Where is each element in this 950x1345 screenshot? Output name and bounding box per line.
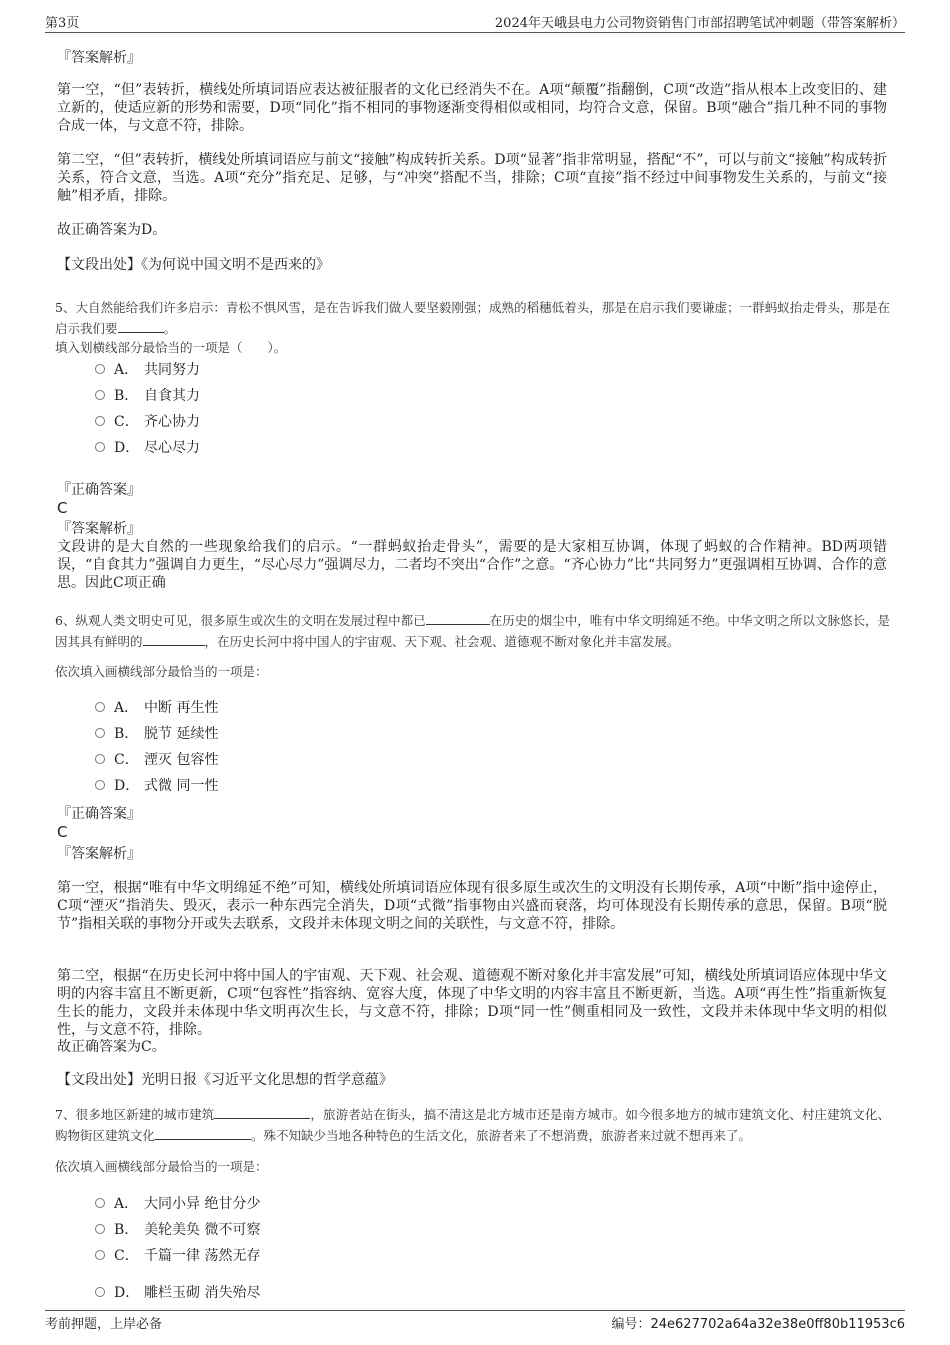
q6-answer-label: 『正确答案』 (57, 806, 141, 822)
id-value: 24e627702a64a32e38e0ff80b11953c6 (650, 1317, 905, 1332)
option-text: 脱节 延续性 (144, 726, 219, 742)
radio-icon[interactable] (95, 702, 105, 712)
q6-question (55, 610, 890, 652)
radio-icon[interactable] (95, 728, 105, 738)
option-letter: D． (114, 440, 140, 456)
q7-text-3: 。殊不知缺少当地各种特色的生活文化，旅游者来了不想消费，旅游者来过就不想再来了。 (251, 1128, 752, 1143)
radio-icon[interactable] (95, 1287, 105, 1297)
q5-blank (118, 318, 164, 333)
q7-option-b[interactable] (95, 1220, 260, 1240)
option-text: 千篇一律 荡然无存 (144, 1248, 261, 1264)
radio-icon[interactable] (95, 364, 105, 374)
option-letter: D． (114, 1285, 140, 1301)
q6-answer: C (57, 823, 68, 841)
q6-analysis-p2: 第二空，根据“在历史长河中将中国人的宇宙观、天下观、社会观、道德观不断对象化并丰富发展”可知，横线处所填词语应体现中华文明的内容丰富且不断更新，C项“包容性”指容纳、宽容大度，体现了中华文明的内容丰富且不断更新，当选。A项“再生性”指重新恢复生长的能力，文段并未体现中华文明再次生长，与文意不符，排除；D项“同一性”侧重相同及一致性，文段并未体现中华文明的相似性，与文意不符，排除。 (57, 968, 887, 1038)
option-letter: A． (114, 362, 139, 378)
q5-option-b[interactable] (95, 386, 200, 406)
document-id (611, 1313, 905, 1332)
q7-blank-2 (155, 1125, 251, 1140)
option-text: 雕栏玉砌 消失殆尽 (144, 1285, 261, 1301)
q6-option-a[interactable] (95, 698, 218, 718)
option-text: 美轮美奂 微不可察 (144, 1222, 261, 1238)
q6-source: 【文段出处】光明日报《习近平文化思想的哲学意蕴》 (57, 1072, 393, 1088)
id-label: 编号： (611, 1317, 651, 1332)
q6-analysis-p1: 第一空，根据“唯有中华文明绵延不绝”可知，横线处所填词语应体现有很多原生或次生的文明没有长期传承，A项“中断”指中途停止，C项“湮灭”指消失、毁灭，表示一种东西完全消失，D项“式微”指事物由兴盛而衰落，均可体现没有长期传承的意思，保留。B项“脱节”指相关联的事物分开或失去联系，文段并未体现文明之间的关联性，与文意不符，排除。 (57, 880, 887, 932)
q5-answer: C (57, 499, 68, 517)
q6-text-1: 6、纵观人类文明史可见，很多原生或次生的文明在发展过程中都已 (55, 613, 426, 628)
q6-option-b[interactable] (95, 724, 218, 744)
option-letter: C． (114, 1248, 139, 1264)
option-text: 中断 再生性 (144, 700, 219, 716)
option-text: 大同小异 绝甘分少 (144, 1196, 261, 1212)
option-text: 式微 同一性 (144, 778, 219, 794)
footer-divider (45, 1310, 905, 1311)
q6-conclusion: 故正确答案为C。 (57, 1039, 166, 1055)
option-text: 尽心尽力 (144, 440, 200, 456)
q6-analysis-label: 『答案解析』 (57, 846, 141, 862)
page-number: 第3页 (45, 16, 80, 31)
radio-icon[interactable] (95, 780, 105, 790)
radio-icon[interactable] (95, 1198, 105, 1208)
q7-option-c[interactable] (95, 1246, 260, 1266)
q5-answer-label: 『正确答案』 (57, 482, 141, 498)
q6-prompt: 依次填入画横线部分最恰当的一项是： (55, 664, 268, 679)
option-letter: D． (114, 778, 140, 794)
q5-analysis: 文段讲的是大自然的一些现象给我们的启示。“一群蚂蚁抬走骨头”，需要的是大家相互协调，体现了蚂蚁的合作精神。BD两项错误，“自食其力”强调自力更生，“尽心尽力”强调尽力，二者均不突出“合作”之意。“齐心协力”比“共同努力”更强调相互协调、合作的意思。因此C项正确 (57, 539, 887, 591)
q4-conclusion: 故正确答案为D。 (57, 222, 167, 238)
q7-text-1: 7、很多地区新建的城市建筑 (55, 1107, 215, 1122)
option-letter: A． (114, 700, 139, 716)
radio-icon[interactable] (95, 442, 105, 452)
page-header (45, 12, 905, 32)
q4-analysis-p2: 第二空，“但”表转折，横线处所填词语应与前文“接触”构成转折关系。D项“显著”指非常明显，搭配“不”，可以与前文“接触”构成转折关系，符合文意，当选。A项“充分”指充足、足够，与“冲突”搭配不当，排除；C项“直接”指不经过中间事物发生关系的，与前文“接触”相矛盾，排除。 (57, 152, 887, 204)
document-title: 2024年天峨县电力公司物资销售门市部招聘笔试冲刺题（带答案解析） (494, 16, 905, 31)
option-letter: C． (114, 414, 139, 430)
q7-text-2: ，旅游者站在街头，搞不清这是北方城市还是南方城市。如今很多地方的城市建筑文化、村庄建筑文化、购物街区建筑文化 (55, 1107, 890, 1143)
radio-icon[interactable] (95, 416, 105, 426)
option-letter: C． (114, 752, 139, 768)
q5-option-a[interactable] (95, 360, 200, 380)
q5-text: 5、大自然能给我们许多启示：青松不惧风雪，是在告诉我们做人要坚毅刚强；成熟的稻穗低着头，那是在启示我们要谦虚；一群蚂蚁抬走骨头，那是在启示我们要 (55, 300, 890, 336)
q7-option-d[interactable] (95, 1283, 260, 1303)
option-letter: B． (114, 726, 139, 742)
option-text: 自食其力 (144, 388, 200, 404)
q5-option-d[interactable] (95, 438, 200, 458)
radio-icon[interactable] (95, 754, 105, 764)
radio-icon[interactable] (95, 1250, 105, 1260)
q4-analysis-label: 『答案解析』 (57, 50, 141, 66)
q5-option-c[interactable] (95, 412, 200, 432)
q5-analysis-label: 『答案解析』 (57, 521, 141, 537)
radio-icon[interactable] (95, 1224, 105, 1234)
q7-prompt: 依次填入画横线部分最恰当的一项是： (55, 1159, 268, 1174)
q7-option-a[interactable] (95, 1194, 260, 1214)
q5-prompt: 填入划横线部分最恰当的一项是（ ）。 (55, 340, 287, 355)
q4-source: 【文段出处】《为何说中国文明不是西来的》 (57, 257, 330, 273)
footer-slogan: 考前押题，上岸必备 (45, 1317, 163, 1332)
q5-text-end: 。 (163, 321, 177, 336)
option-text: 湮灭 包容性 (144, 752, 219, 768)
q7-question (55, 1104, 890, 1146)
option-letter: A． (114, 1196, 139, 1212)
q7-blank-1 (214, 1104, 310, 1119)
q5-question (55, 298, 890, 339)
q4-analysis-p1: 第一空，“但”表转折，横线处所填词语应表达被征服者的文化已经消失不在。A项“颠覆”指翻倒，C项“改造”指从根本上改变旧的、建立新的，使适应新的形势和需要，D项“同化”指不相同的事物逐渐变得相似或相同，均符合文意，保留。B项“融合”指几种不同的事物合成一体，与文意不符，排除。 (57, 82, 887, 134)
page-footer (45, 1313, 905, 1332)
option-text: 共同努力 (144, 362, 200, 378)
q6-option-c[interactable] (95, 750, 218, 770)
q6-text-2: 在历史的烟尘中，唯有中华文明绵延不绝。中华文明之所以文脉悠长，是因其具有鲜明的 (55, 613, 890, 649)
header-divider (45, 32, 905, 33)
radio-icon[interactable] (95, 390, 105, 400)
option-letter: B． (114, 388, 139, 404)
option-letter: B． (114, 1222, 139, 1238)
q6-blank-1 (426, 610, 490, 625)
q6-option-d[interactable] (95, 776, 218, 796)
option-text: 齐心协力 (144, 414, 200, 430)
q6-text-3: ，在历史长河中将中国人的宇宙观、天下观、社会观、道德观不断对象化并丰富发展。 (204, 634, 680, 649)
q6-blank-2 (143, 631, 205, 646)
